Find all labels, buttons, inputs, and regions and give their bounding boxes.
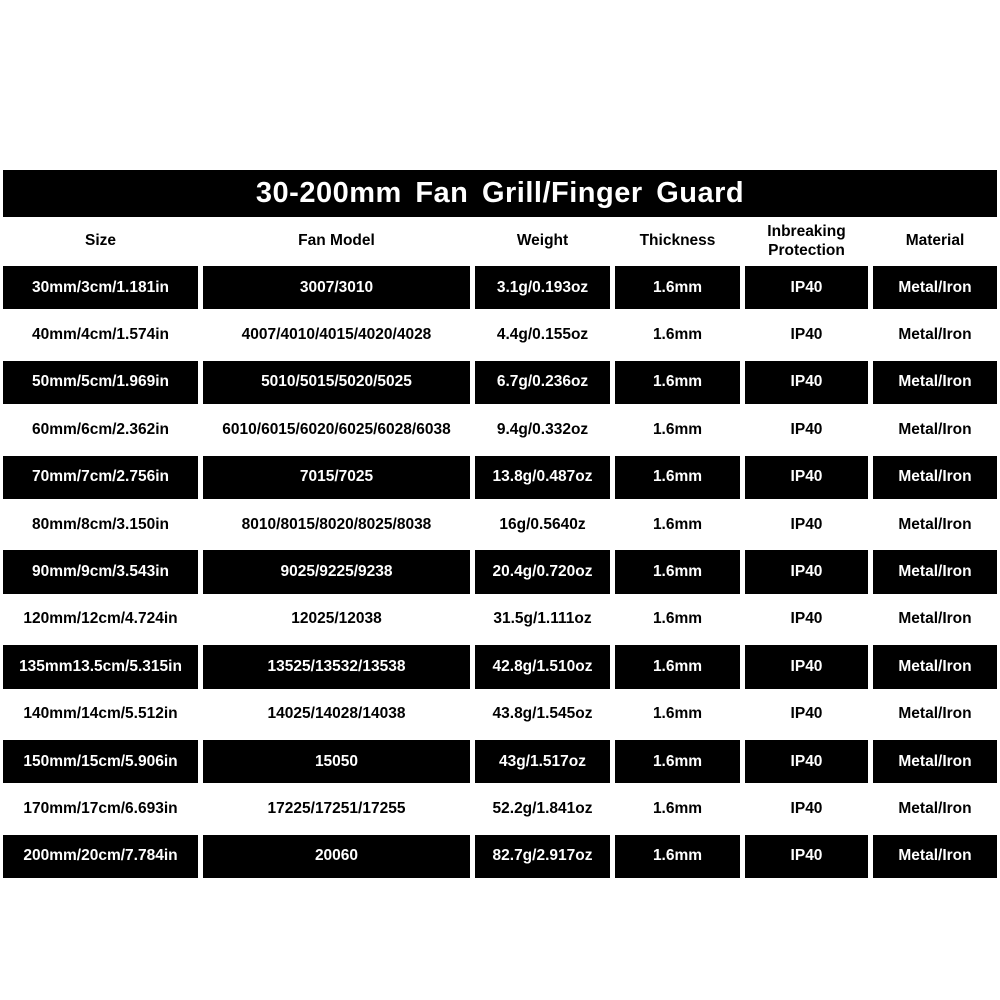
cell-inbreaking-protection: IP40	[745, 787, 868, 830]
cell-material: Metal/Iron	[873, 408, 997, 451]
cell-size: 170mm/17cm/6.693in	[3, 787, 198, 830]
cell-size: 200mm/20cm/7.784in	[3, 835, 198, 878]
cell-weight: 16g/0.5640z	[475, 503, 610, 546]
column-header-thickness: Thickness	[639, 232, 716, 250]
cell-weight: 13.8g/0.487oz	[475, 456, 610, 499]
cell-material: Metal/Iron	[873, 361, 997, 404]
cell-inbreaking-protection: IP40	[745, 693, 868, 736]
table-row	[3, 313, 997, 356]
table-row	[3, 693, 997, 736]
cell-weight: 52.2g/1.841oz	[475, 787, 610, 830]
cell-size: 60mm/6cm/2.362in	[3, 408, 198, 451]
cell-inbreaking-protection: IP40	[745, 550, 868, 593]
cell-size: 50mm/5cm/1.969in	[3, 361, 198, 404]
cell-thickness: 1.6mm	[615, 598, 740, 641]
cell-weight: 43g/1.517oz	[475, 740, 610, 783]
cell-weight: 43.8g/1.545oz	[475, 693, 610, 736]
cell-weight: 31.5g/1.111oz	[475, 598, 610, 641]
cell-material: Metal/Iron	[873, 693, 997, 736]
cell-weight: 82.7g/2.917oz	[475, 835, 610, 878]
table-row	[3, 550, 997, 593]
cell-fan-model: 15050	[203, 740, 470, 783]
cell-thickness: 1.6mm	[615, 361, 740, 404]
table-row	[3, 835, 997, 878]
cell-size: 70mm/7cm/2.756in	[3, 456, 198, 499]
cell-fan-model: 17225/17251/17255	[203, 787, 470, 830]
cell-size: 120mm/12cm/4.724in	[3, 598, 198, 641]
cell-weight: 4.4g/0.155oz	[475, 313, 610, 356]
cell-inbreaking-protection: IP40	[745, 456, 868, 499]
table-row	[3, 787, 997, 830]
cell-material: Metal/Iron	[873, 787, 997, 830]
cell-thickness: 1.6mm	[615, 645, 740, 688]
cell-fan-model: 20060	[203, 835, 470, 878]
table-row	[3, 408, 997, 451]
cell-weight: 20.4g/0.720oz	[475, 550, 610, 593]
page-title: 30-200mm Fan Grill/Finger Guard	[255, 177, 745, 209]
cell-size: 30mm/3cm/1.181in	[3, 266, 198, 309]
title-bar	[3, 170, 997, 217]
cell-weight: 42.8g/1.510oz	[475, 645, 610, 688]
cell-thickness: 1.6mm	[615, 693, 740, 736]
cell-inbreaking-protection: IP40	[745, 740, 868, 783]
cell-fan-model: 6010/6015/6020/6025/6028/6038	[203, 408, 470, 451]
cell-material: Metal/Iron	[873, 503, 997, 546]
cell-thickness: 1.6mm	[615, 313, 740, 356]
cell-size: 80mm/8cm/3.150in	[3, 503, 198, 546]
cell-inbreaking-protection: IP40	[745, 835, 868, 878]
cell-size: 150mm/15cm/5.906in	[3, 740, 198, 783]
cell-material: Metal/Iron	[873, 456, 997, 499]
product-spec-sheet	[3, 170, 997, 878]
column-header-inbreaking-protection: Inbreaking Protection	[767, 222, 846, 259]
spec-table	[3, 217, 997, 878]
cell-size: 90mm/9cm/3.543in	[3, 550, 198, 593]
cell-fan-model: 14025/14028/14038	[203, 693, 470, 736]
cell-inbreaking-protection: IP40	[745, 503, 868, 546]
cell-weight: 6.7g/0.236oz	[475, 361, 610, 404]
cell-fan-model: 8010/8015/8020/8025/8038	[203, 503, 470, 546]
cell-thickness: 1.6mm	[615, 550, 740, 593]
cell-thickness: 1.6mm	[615, 787, 740, 830]
cell-size: 135mm13.5cm/5.315in	[3, 645, 198, 688]
table-row	[3, 503, 997, 546]
cell-fan-model: 3007/3010	[203, 266, 470, 309]
cell-inbreaking-protection: IP40	[745, 313, 868, 356]
cell-size: 140mm/14cm/5.512in	[3, 693, 198, 736]
table-row	[3, 361, 997, 404]
cell-material: Metal/Iron	[873, 835, 997, 878]
cell-weight: 9.4g/0.332oz	[475, 408, 610, 451]
cell-thickness: 1.6mm	[615, 835, 740, 878]
cell-material: Metal/Iron	[873, 550, 997, 593]
table-header-row	[3, 217, 997, 265]
cell-inbreaking-protection: IP40	[745, 645, 868, 688]
cell-material: Metal/Iron	[873, 313, 997, 356]
table-row	[3, 266, 997, 309]
cell-inbreaking-protection: IP40	[745, 408, 868, 451]
table-row	[3, 740, 997, 783]
cell-thickness: 1.6mm	[615, 266, 740, 309]
column-header-weight: Weight	[516, 232, 569, 250]
column-header-material: Material	[905, 232, 965, 250]
cell-fan-model: 7015/7025	[203, 456, 470, 499]
column-header-size: Size	[84, 232, 116, 250]
table-body	[3, 266, 997, 878]
cell-thickness: 1.6mm	[615, 740, 740, 783]
cell-fan-model: 13525/13532/13538	[203, 645, 470, 688]
table-row	[3, 456, 997, 499]
cell-inbreaking-protection: IP40	[745, 266, 868, 309]
table-row	[3, 645, 997, 688]
cell-thickness: 1.6mm	[615, 408, 740, 451]
cell-weight: 3.1g/0.193oz	[475, 266, 610, 309]
cell-inbreaking-protection: IP40	[745, 598, 868, 641]
cell-material: Metal/Iron	[873, 645, 997, 688]
cell-fan-model: 5010/5015/5020/5025	[203, 361, 470, 404]
cell-material: Metal/Iron	[873, 266, 997, 309]
cell-thickness: 1.6mm	[615, 456, 740, 499]
cell-material: Metal/Iron	[873, 598, 997, 641]
cell-thickness: 1.6mm	[615, 503, 740, 546]
table-row	[3, 598, 997, 641]
cell-material: Metal/Iron	[873, 740, 997, 783]
cell-size: 40mm/4cm/1.574in	[3, 313, 198, 356]
cell-fan-model: 12025/12038	[203, 598, 470, 641]
cell-inbreaking-protection: IP40	[745, 361, 868, 404]
cell-fan-model: 9025/9225/9238	[203, 550, 470, 593]
column-header-fan-model: Fan Model	[298, 232, 375, 250]
cell-fan-model: 4007/4010/4015/4020/4028	[203, 313, 470, 356]
